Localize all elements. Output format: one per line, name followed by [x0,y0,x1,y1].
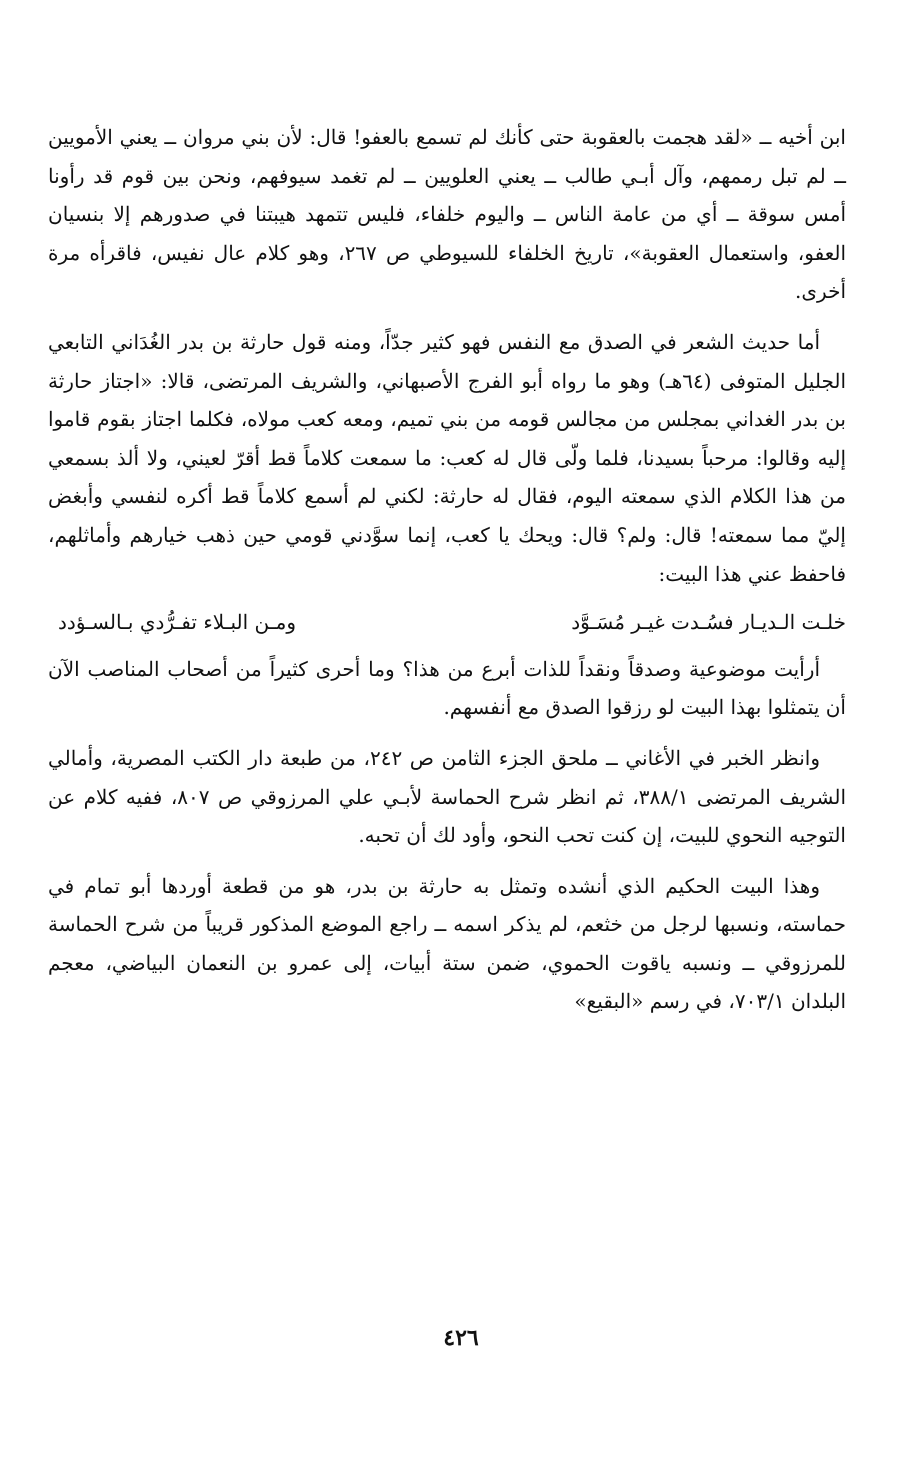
paragraph-verse-source: وهذا البيت الحكيم الذي أنشده وتمثل به حارثة بن بدر، هو من قطعة أوردها أبو تمام في حماسته، ونسبها لرجل من خثعم، لم يذكر اسمه ــ راجع الموضع المذكور قريباً من شرح الحماسة للمرزوقي ــ ونسبه ياقوت الحموي، ضمن ستة أبيات، إلى عمرو بن النعمان البياضي، معجم البلدان ٧٠٣/١، في رسم «البقيع» [48,873,846,1014]
verse-second-hemistich: ومـن البـلاء تفـرُّدي بـالسـؤدد [58,610,297,635]
page-number: ٤٢٦ [443,1325,479,1351]
paragraph-objectivity: أرأيت موضوعية وصدقاً ونقداً للذات أبرع من هذا؟ وما أحرى كثيراً من أصحاب المناصب الآن أن يتمثلوا بهذا البيت لو رزقوا الصدق مع أنفسهم. [48,656,846,720]
poem-verse [48,603,846,642]
paragraph-references: وانظر الخبر في الأغاني ــ ملحق الجزء الثامن ص ٢٤٢، من طبعة دار الكتب المصرية، وأمالي الشريف المرتضى ٣٨٨/١، ثم انظر شرح الحماسة لأبـي علي المرزوقي ص ٨٠٧، ففيه كلام عن التوجيه النحوي للبيت، إن كنت تحب النحو، وأود لك أن تحبه. [48,745,847,848]
paragraph-continuation: ابن أخيه ــ «لقد هجمت بالعقوبة حتى كأنك لم تسمع بالعفو! قال: لأن بني مروان ــ يعني الأمويين ــ لم تبل رممهم، وآل أبـي طالب ــ يعني العلويين ــ لم تغمد سيوفهم، ونحن بين قوم قد رأونا أمس سوقة ــ أي من عامة الناس ــ واليوم خلفاء، فليس تتمهد هيبتنا في صدورهم إلا بنسيان العفو، واستعمال العقوبة»، تاريخ الخلفاء للسيوطي ص ٢٦٧، وهو كلام عال نفيس، فاقرأه مرة أخرى. [48,125,847,304]
body-text [48,118,846,1021]
paragraph-poetry-truth: أما حديث الشعر في الصدق مع النفس فهو كثير جدّاً، ومنه قول حارثة بن بدر الغُدَاني التابعي الجليل المتوفى (٦٤هـ) وهو ما رواه أبو الفرج الأصبهاني، والشريف المرتضى، قالا: «اجتاز حارثة بن بدر الغداني بمجلس من مجالس قومه من بني تميم، ومعه كعب مولاه، فكلما اجتاز بقوم قاموا إليه وقالوا: مرحباً بسيدنا، فلما ولّى قال له كعب: ما سمعت كلاماً قط أقرّ لعيني، ولا ألذ بسمعي من هذا الكلام الذي سمعته اليوم، فقال له حارثة: لكني لم أسمع كلاماً قط أكره لنفسي وأبغض إليّ مما سمعته! قال: ولم؟ قال: ويحك يا كعب، إنما سوَّدني قومي حين ذهب خيارهم وأماثلهم، فاحفظ عني هذا البيت: [48,329,847,586]
verse-first-hemistich: خلـت الـديـار فسُـدت غيـر مُسَـوَّد [571,610,846,635]
